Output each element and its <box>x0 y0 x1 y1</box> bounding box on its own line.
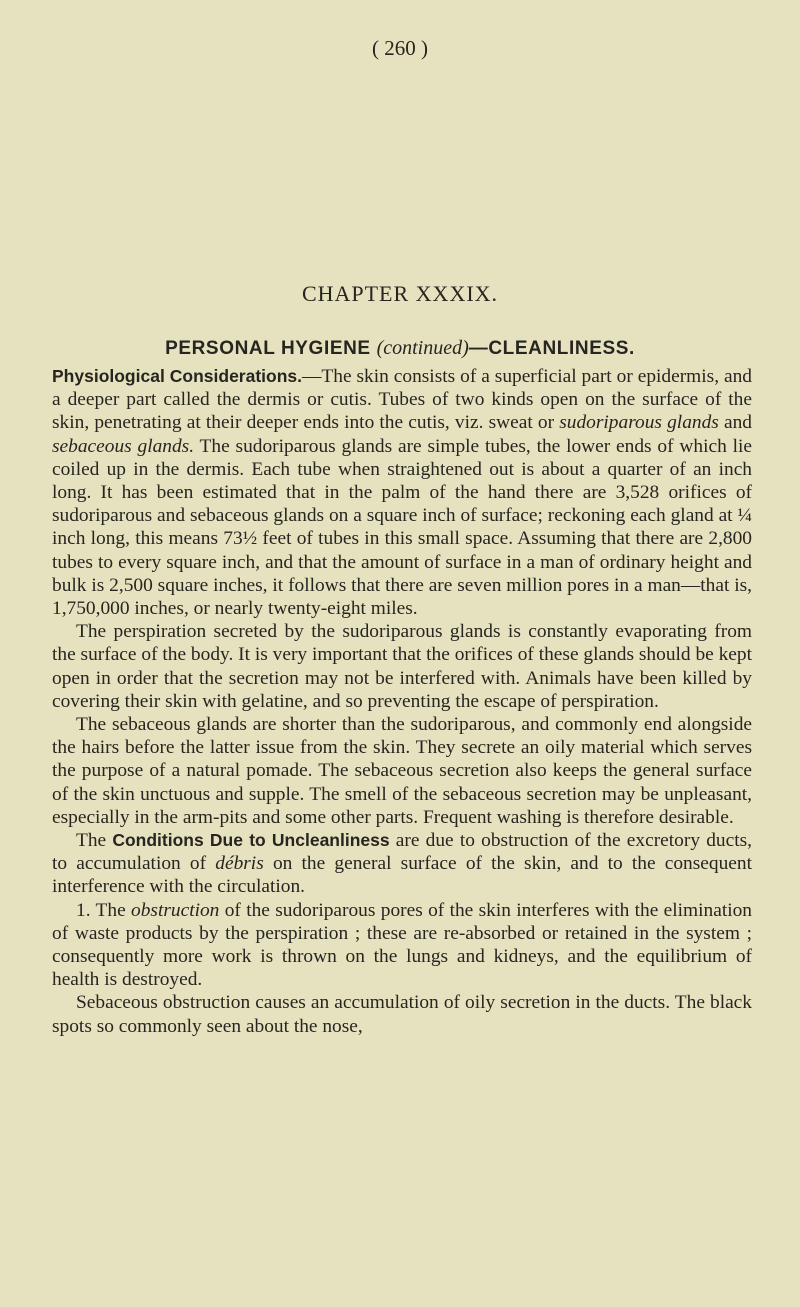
section-title-sub: —CLEANLINESS. <box>468 338 635 359</box>
section-title-main: PERSONAL HYGIENE <box>165 338 371 359</box>
text-run: The <box>76 830 113 852</box>
paragraph-sebaceous-obstruction: Sebaceous obstruction causes an accumulation of oily secretion in the ducts. The black spots so commonly seen about the nose, <box>52 992 752 1037</box>
paragraph-obstruction <box>52 899 752 992</box>
chapter-heading: CHAPTER XXXIX. <box>301 281 499 306</box>
paragraph-physiological <box>52 365 752 620</box>
italic-term: obstruction <box>131 899 220 921</box>
text-run: The sudoriparous glands are simple tubes, the lower ends of which lie coiled up in the dermis. Each tube when straightened out is about a quarter of an inch long. It has been estimated that in the palm of the hand there are 3,528 orifices of sudoriparous and sebaceous glands on a square inch of surface; reckoning each gland at ¼ inch long, this means 73½ feet of tubes in this small space. Assuming that there are 2,800 tubes to every square inch, and that the amount of surface in a man of ordinary height and bulk is 2,500 square inches, it follows that there are seven million pores in a man—that is, 1,750,000 inches, or nearly twenty-eight miles. <box>52 435 752 620</box>
section-title-continued: (continued) <box>376 337 469 359</box>
section-title <box>40 337 760 360</box>
paragraph-sebaceous: The sebaceous glands are shorter than the sudoriparous, and commonly end alongside the hairs before the latter issue from the skin. They secrete an oily material which serves the purpose of a natural pomade. The sebaceous secretion also keeps the general surface of the skin unctuous and supple. The smell of the sebaceous secretion may be unpleasant, especially in the arm-pits and some other parts. Frequent washing is therefore desirable. <box>52 714 752 828</box>
text-run: and <box>718 412 753 434</box>
body-text <box>52 365 752 1038</box>
text-run: 1. The <box>76 899 132 921</box>
paragraph-perspiration: The perspiration secreted by the sudoriparous glands is constantly evaporating from the surface of the body. It is very important that the orifices of these glands should be kept open in order that the secretion may not be interfered with. Animals have been killed by covering their skin with gelatine, and so preventing the escape of perspiration. <box>52 621 752 712</box>
italic-term: sudoriparous glands <box>559 412 719 434</box>
italic-term: sebaceous glands. <box>52 435 195 457</box>
paragraph-conditions <box>52 829 752 899</box>
text-run: are due to obstruction of the excretory ducts, to accumulation of <box>52 830 752 875</box>
page-number: ( 260 ) <box>372 36 428 60</box>
italic-term: débris <box>215 853 264 875</box>
subheading-physiological: Physiological Considerations. <box>52 366 303 386</box>
subheading-conditions: Conditions Due to Uncleanliness <box>112 830 390 851</box>
text-run: —The skin consists of a superficial part or epidermis, and a deeper part called the dermis or cutis. Tubes of two kinds open on the surface of the skin, penetrating at their deeper ends into the cutis, viz. sweat or <box>52 366 752 434</box>
text-run: on the general surface of the skin, and to the consequent interference with the circulation. <box>52 853 752 898</box>
text-run: of the sudoriparous pores of the skin interferes with the elimination of waste products by the perspiration ; these are re-absorbed or retained in the system ; consequently more work is thrown on the lungs and kidneys, and the equilibrium of health is destroyed. <box>52 899 752 991</box>
